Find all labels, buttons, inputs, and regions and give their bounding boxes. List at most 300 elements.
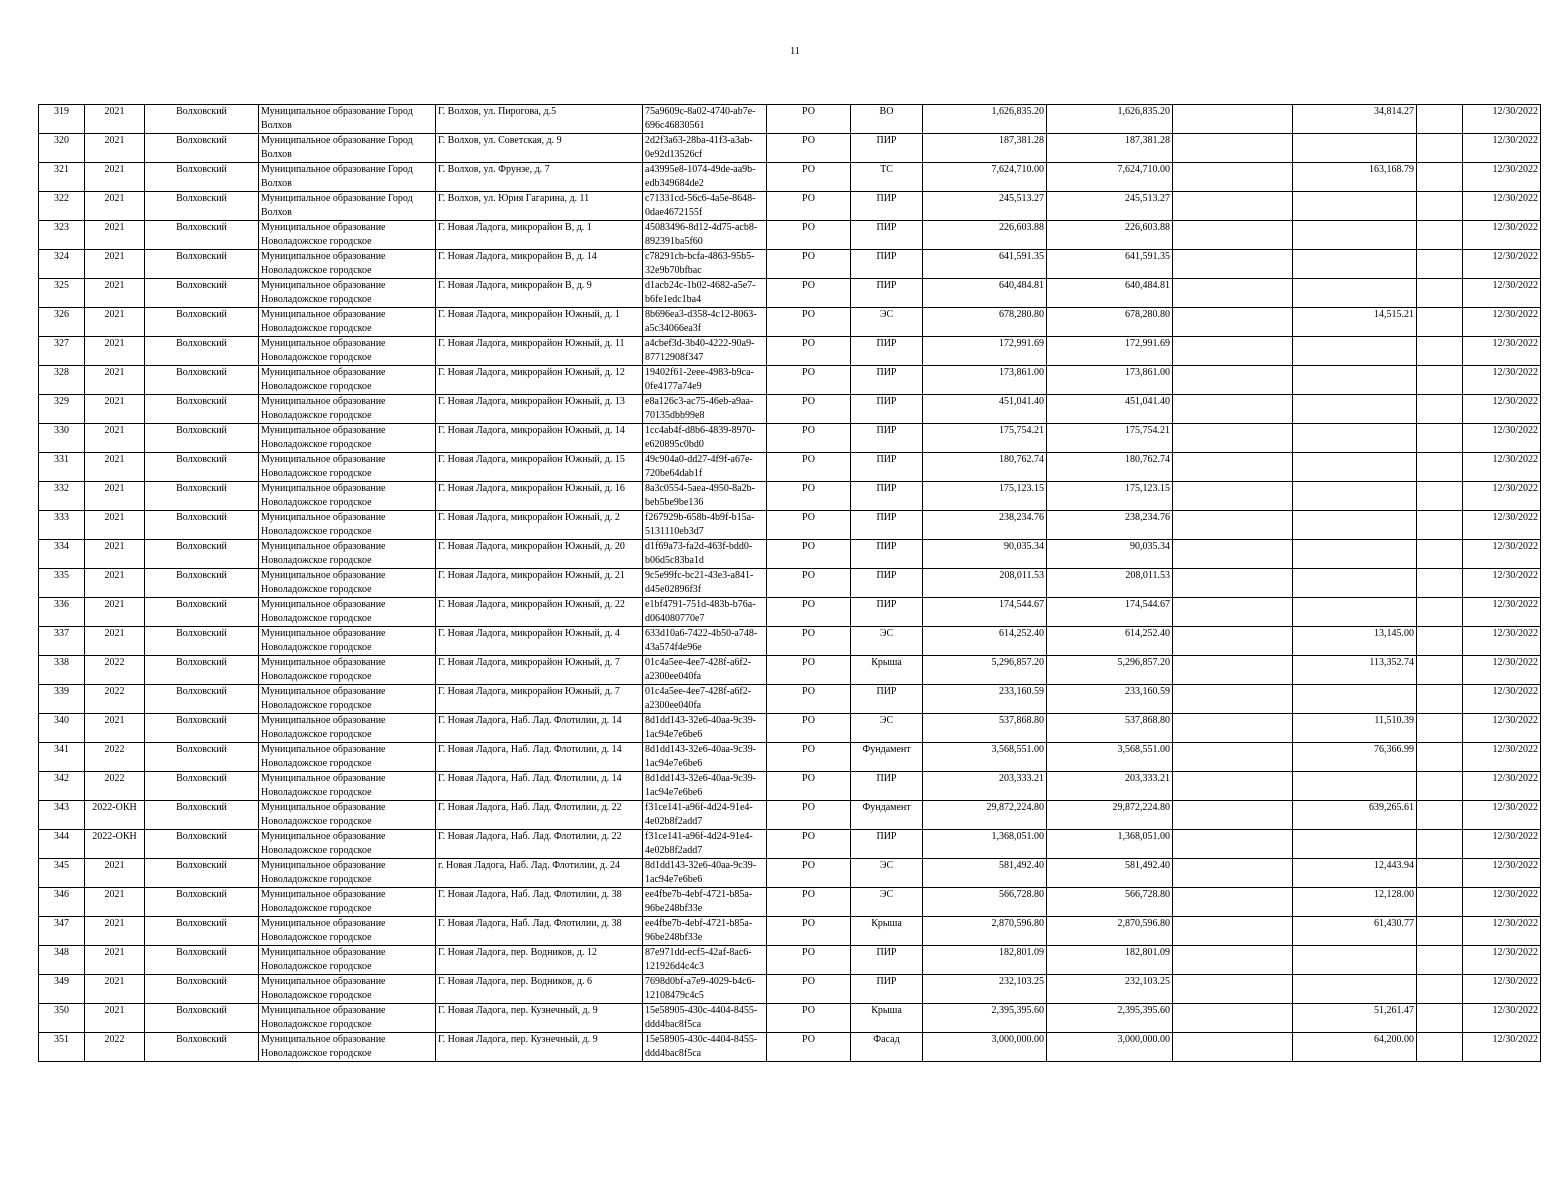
source-cell: РО <box>767 801 851 830</box>
row-number-cell: 320 <box>39 134 85 163</box>
address-cell: Г. Волхов, ул. Юрия Гагарина, д. 11 <box>436 192 643 221</box>
funded-cost-cell: 641,591.35 <box>1047 250 1173 279</box>
funded-cost-cell: 3,000,000.00 <box>1047 1033 1173 1062</box>
funded-cost-cell: 182,801.09 <box>1047 946 1173 975</box>
source-cell: РО <box>767 221 851 250</box>
source-cell: РО <box>767 134 851 163</box>
municipality-cell: Муниципальное образование Новоладожское городское <box>259 656 436 685</box>
additional-amount-cell <box>1293 192 1417 221</box>
district-cell: Волховский <box>145 830 259 859</box>
date-cell: 12/30/2022 <box>1463 134 1541 163</box>
empty-cell <box>1173 192 1293 221</box>
municipality-cell: Муниципальное образование Новоладожское городское <box>259 453 436 482</box>
house-guid-cell: 45083496-8d12-4d75-acb8-892391ba5f60 <box>643 221 767 250</box>
house-guid-cell: c71331cd-56c6-4a5e-8648-0dae4672155f <box>643 192 767 221</box>
municipality-cell: Муниципальное образование Новоладожское городское <box>259 482 436 511</box>
work-type-cell: ТС <box>851 163 923 192</box>
district-cell: Волховский <box>145 395 259 424</box>
table-row <box>39 308 1541 337</box>
municipality-cell: Муниципальное образование Новоладожское городское <box>259 540 436 569</box>
program-year-cell: 2021 <box>85 192 145 221</box>
work-type-cell: ПИР <box>851 482 923 511</box>
date-cell: 12/30/2022 <box>1463 308 1541 337</box>
empty-cell <box>1417 714 1463 743</box>
funded-cost-cell: 640,484.81 <box>1047 279 1173 308</box>
empty-cell <box>1417 627 1463 656</box>
date-cell: 12/30/2022 <box>1463 917 1541 946</box>
row-number-cell: 340 <box>39 714 85 743</box>
row-number-cell: 350 <box>39 1004 85 1033</box>
program-year-cell: 2022 <box>85 772 145 801</box>
date-cell: 12/30/2022 <box>1463 714 1541 743</box>
cost-cell: 451,041.40 <box>923 395 1047 424</box>
municipality-cell: Муниципальное образование Новоладожское городское <box>259 859 436 888</box>
additional-amount-cell <box>1293 250 1417 279</box>
empty-cell <box>1417 453 1463 482</box>
empty-cell <box>1417 250 1463 279</box>
row-number-cell: 337 <box>39 627 85 656</box>
additional-amount-cell <box>1293 279 1417 308</box>
source-cell: РО <box>767 366 851 395</box>
funded-cost-cell: 614,252.40 <box>1047 627 1173 656</box>
empty-cell <box>1173 1004 1293 1033</box>
row-number-cell: 319 <box>39 105 85 134</box>
empty-cell <box>1173 308 1293 337</box>
table-row <box>39 1004 1541 1033</box>
row-number-cell: 336 <box>39 598 85 627</box>
work-type-cell: ПИР <box>851 134 923 163</box>
work-type-cell: Фундамент <box>851 743 923 772</box>
date-cell: 12/30/2022 <box>1463 337 1541 366</box>
empty-cell <box>1417 482 1463 511</box>
municipality-cell: Муниципальное образование Новоладожское городское <box>259 801 436 830</box>
cost-cell: 1,626,835.20 <box>923 105 1047 134</box>
date-cell: 12/30/2022 <box>1463 743 1541 772</box>
funded-cost-cell: 566,728.80 <box>1047 888 1173 917</box>
row-number-cell: 335 <box>39 569 85 598</box>
table-row <box>39 598 1541 627</box>
funded-cost-cell: 678,280.80 <box>1047 308 1173 337</box>
source-cell: РО <box>767 656 851 685</box>
empty-cell <box>1417 1033 1463 1062</box>
program-year-cell: 2021 <box>85 540 145 569</box>
municipality-cell: Муниципальное образование Город Волхов <box>259 163 436 192</box>
address-cell: Г. Новая Ладога, Наб. Лад. Флотилии, д. 14 <box>436 743 643 772</box>
address-cell: Г. Новая Ладога, пер. Водников, д. 12 <box>436 946 643 975</box>
municipality-cell: Муниципальное образование Новоладожское городское <box>259 395 436 424</box>
cost-cell: 640,484.81 <box>923 279 1047 308</box>
district-cell: Волховский <box>145 366 259 395</box>
empty-cell <box>1173 511 1293 540</box>
address-cell: Г. Новая Ладога, Наб. Лад. Флотилии, д. 22 <box>436 801 643 830</box>
source-cell: РО <box>767 598 851 627</box>
source-cell: РО <box>767 337 851 366</box>
table-row <box>39 337 1541 366</box>
house-guid-cell: 75a9609c-8a02-4740-ab7e-696c46830561 <box>643 105 767 134</box>
house-guid-cell: 49c904a0-dd27-4f9f-a67e-720be64dab1f <box>643 453 767 482</box>
table-row <box>39 424 1541 453</box>
cost-cell: 2,395,395.60 <box>923 1004 1047 1033</box>
registry-table <box>38 104 1541 1062</box>
municipality-cell: Муниципальное образование Новоладожское городское <box>259 424 436 453</box>
cost-cell: 3,568,551.00 <box>923 743 1047 772</box>
funded-cost-cell: 29,872,224.80 <box>1047 801 1173 830</box>
program-year-cell: 2021 <box>85 250 145 279</box>
house-guid-cell: c78291cb-bcfa-4863-95b5-32e9b70bfbac <box>643 250 767 279</box>
empty-cell <box>1417 105 1463 134</box>
additional-amount-cell: 51,261.47 <box>1293 1004 1417 1033</box>
empty-cell <box>1417 656 1463 685</box>
additional-amount-cell <box>1293 221 1417 250</box>
cost-cell: 245,513.27 <box>923 192 1047 221</box>
program-year-cell: 2021 <box>85 308 145 337</box>
additional-amount-cell <box>1293 482 1417 511</box>
row-number-cell: 348 <box>39 946 85 975</box>
district-cell: Волховский <box>145 917 259 946</box>
source-cell: РО <box>767 946 851 975</box>
house-guid-cell: 7698d0bf-a7e9-4029-b4c6-12108479c4c5 <box>643 975 767 1004</box>
row-number-cell: 327 <box>39 337 85 366</box>
program-year-cell: 2021 <box>85 482 145 511</box>
empty-cell <box>1173 337 1293 366</box>
municipality-cell: Муниципальное образование Новоладожское городское <box>259 888 436 917</box>
house-guid-cell: 15e58905-430c-4404-8455-ddd4bac8f5ca <box>643 1033 767 1062</box>
work-type-cell: ПИР <box>851 772 923 801</box>
district-cell: Волховский <box>145 279 259 308</box>
program-year-cell: 2021 <box>85 163 145 192</box>
empty-cell <box>1417 772 1463 801</box>
cost-cell: 641,591.35 <box>923 250 1047 279</box>
row-number-cell: 346 <box>39 888 85 917</box>
program-year-cell: 2022 <box>85 743 145 772</box>
program-year-cell: 2021 <box>85 395 145 424</box>
empty-cell <box>1173 453 1293 482</box>
empty-cell <box>1173 627 1293 656</box>
district-cell: Волховский <box>145 975 259 1004</box>
funded-cost-cell: 233,160.59 <box>1047 685 1173 714</box>
program-year-cell: 2021 <box>85 366 145 395</box>
table-row <box>39 250 1541 279</box>
date-cell: 12/30/2022 <box>1463 569 1541 598</box>
empty-cell <box>1417 888 1463 917</box>
empty-cell <box>1173 714 1293 743</box>
empty-cell <box>1417 163 1463 192</box>
program-year-cell: 2021 <box>85 1004 145 1033</box>
house-guid-cell: a43995e8-1074-49de-aa9b-edb349684de2 <box>643 163 767 192</box>
registry-table-body <box>39 105 1541 1062</box>
district-cell: Волховский <box>145 946 259 975</box>
address-cell: Г. Новая Ладога, Наб. Лад. Флотилии, д. 14 <box>436 714 643 743</box>
date-cell: 12/30/2022 <box>1463 946 1541 975</box>
additional-amount-cell: 12,128.00 <box>1293 888 1417 917</box>
work-type-cell: ПИР <box>851 946 923 975</box>
table-row <box>39 656 1541 685</box>
table-row <box>39 714 1541 743</box>
empty-cell <box>1173 250 1293 279</box>
date-cell: 12/30/2022 <box>1463 540 1541 569</box>
work-type-cell: ПИР <box>851 685 923 714</box>
cost-cell: 233,160.59 <box>923 685 1047 714</box>
work-type-cell: Крыша <box>851 1004 923 1033</box>
program-year-cell: 2021 <box>85 569 145 598</box>
work-type-cell: ПИР <box>851 453 923 482</box>
empty-cell <box>1417 221 1463 250</box>
cost-cell: 208,011.53 <box>923 569 1047 598</box>
date-cell: 12/30/2022 <box>1463 105 1541 134</box>
row-number-cell: 341 <box>39 743 85 772</box>
date-cell: 12/30/2022 <box>1463 366 1541 395</box>
source-cell: РО <box>767 395 851 424</box>
date-cell: 12/30/2022 <box>1463 395 1541 424</box>
date-cell: 12/30/2022 <box>1463 859 1541 888</box>
municipality-cell: Муниципальное образование Новоладожское городское <box>259 279 436 308</box>
municipality-cell: Муниципальное образование Новоладожское городское <box>259 946 436 975</box>
funded-cost-cell: 1,368,051.00 <box>1047 830 1173 859</box>
house-guid-cell: 8d1dd143-32e6-40aa-9c39-1ac94e7e6be6 <box>643 743 767 772</box>
work-type-cell: Крыша <box>851 656 923 685</box>
cost-cell: 537,868.80 <box>923 714 1047 743</box>
source-cell: РО <box>767 569 851 598</box>
house-guid-cell: 19402f61-2eee-4983-b9ca-0fe4177a74e9 <box>643 366 767 395</box>
date-cell: 12/30/2022 <box>1463 685 1541 714</box>
funded-cost-cell: 180,762.74 <box>1047 453 1173 482</box>
cost-cell: 29,872,224.80 <box>923 801 1047 830</box>
cost-cell: 182,801.09 <box>923 946 1047 975</box>
additional-amount-cell <box>1293 830 1417 859</box>
additional-amount-cell: 163,168.79 <box>1293 163 1417 192</box>
empty-cell <box>1173 1033 1293 1062</box>
empty-cell <box>1417 598 1463 627</box>
house-guid-cell: f31ce141-a96f-4d24-91e4-4e02b8f2add7 <box>643 830 767 859</box>
funded-cost-cell: 232,103.25 <box>1047 975 1173 1004</box>
program-year-cell: 2021 <box>85 627 145 656</box>
source-cell: РО <box>767 772 851 801</box>
funded-cost-cell: 581,492.40 <box>1047 859 1173 888</box>
program-year-cell: 2021 <box>85 975 145 1004</box>
house-guid-cell: 8d1dd143-32e6-40aa-9c39-1ac94e7e6be6 <box>643 772 767 801</box>
additional-amount-cell: 76,366.99 <box>1293 743 1417 772</box>
address-cell: Г. Новая Ладога, микрорайон Южный, д. 12 <box>436 366 643 395</box>
additional-amount-cell <box>1293 453 1417 482</box>
funded-cost-cell: 175,754.21 <box>1047 424 1173 453</box>
table-row <box>39 946 1541 975</box>
date-cell: 12/30/2022 <box>1463 830 1541 859</box>
funded-cost-cell: 90,035.34 <box>1047 540 1173 569</box>
work-type-cell: ПИР <box>851 366 923 395</box>
address-cell: Г. Новая Ладога, микрорайон Южный, д. 1 <box>436 308 643 337</box>
work-type-cell: ПИР <box>851 395 923 424</box>
district-cell: Волховский <box>145 221 259 250</box>
additional-amount-cell: 11,510.39 <box>1293 714 1417 743</box>
additional-amount-cell: 12,443.94 <box>1293 859 1417 888</box>
funded-cost-cell: 238,234.76 <box>1047 511 1173 540</box>
municipality-cell: Муниципальное образование Новоладожское городское <box>259 337 436 366</box>
house-guid-cell: 87e971dd-ecf5-42af-8ac6-121926d4c4c3 <box>643 946 767 975</box>
program-year-cell: 2021 <box>85 134 145 163</box>
district-cell: Волховский <box>145 772 259 801</box>
work-type-cell: ЭС <box>851 308 923 337</box>
empty-cell <box>1417 395 1463 424</box>
empty-cell <box>1173 859 1293 888</box>
address-cell: Г. Новая Ладога, Наб. Лад. Флотилии, д. 22 <box>436 830 643 859</box>
district-cell: Волховский <box>145 424 259 453</box>
cost-cell: 7,624,710.00 <box>923 163 1047 192</box>
work-type-cell: ПИР <box>851 975 923 1004</box>
program-year-cell: 2021 <box>85 424 145 453</box>
page-number: 11 <box>790 46 800 57</box>
address-cell: Г. Волхов, ул. Советская, д. 9 <box>436 134 643 163</box>
funded-cost-cell: 203,333.21 <box>1047 772 1173 801</box>
empty-cell <box>1417 511 1463 540</box>
house-guid-cell: 01c4a5ee-4ee7-428f-a6f2-a2300ee040fa <box>643 656 767 685</box>
district-cell: Волховский <box>145 714 259 743</box>
empty-cell <box>1173 598 1293 627</box>
cost-cell: 187,381.28 <box>923 134 1047 163</box>
program-year-cell: 2021 <box>85 279 145 308</box>
house-guid-cell: ee4fbe7b-4ebf-4721-b85a-96be248bf33e <box>643 917 767 946</box>
row-number-cell: 330 <box>39 424 85 453</box>
cost-cell: 5,296,857.20 <box>923 656 1047 685</box>
funded-cost-cell: 537,868.80 <box>1047 714 1173 743</box>
municipality-cell: Муниципальное образование Новоладожское городское <box>259 511 436 540</box>
address-cell: Г. Волхов, ул. Фрунзе, д. 7 <box>436 163 643 192</box>
source-cell: РО <box>767 163 851 192</box>
row-number-cell: 325 <box>39 279 85 308</box>
date-cell: 12/30/2022 <box>1463 627 1541 656</box>
row-number-cell: 333 <box>39 511 85 540</box>
address-cell: Г. Новая Ладога, микрорайон Южный, д. 14 <box>436 424 643 453</box>
address-cell: Г. Новая Ладога, Наб. Лад. Флотилии, д. 14 <box>436 772 643 801</box>
program-year-cell: 2021 <box>85 598 145 627</box>
source-cell: РО <box>767 917 851 946</box>
source-cell: РО <box>767 859 851 888</box>
work-type-cell: ЭС <box>851 714 923 743</box>
date-cell: 12/30/2022 <box>1463 772 1541 801</box>
program-year-cell: 2022 <box>85 1033 145 1062</box>
empty-cell <box>1173 134 1293 163</box>
funded-cost-cell: 174,544.67 <box>1047 598 1173 627</box>
district-cell: Волховский <box>145 250 259 279</box>
table-row <box>39 366 1541 395</box>
work-type-cell: ПИР <box>851 250 923 279</box>
source-cell: РО <box>767 308 851 337</box>
district-cell: Волховский <box>145 743 259 772</box>
cost-cell: 172,991.69 <box>923 337 1047 366</box>
table-row <box>39 917 1541 946</box>
empty-cell <box>1173 917 1293 946</box>
address-cell: Г. Новая Ладога, пер. Кузнечный, д. 9 <box>436 1033 643 1062</box>
date-cell: 12/30/2022 <box>1463 975 1541 1004</box>
date-cell: 12/30/2022 <box>1463 656 1541 685</box>
work-type-cell: ВО <box>851 105 923 134</box>
cost-cell: 90,035.34 <box>923 540 1047 569</box>
program-year-cell: 2022-ОКН <box>85 830 145 859</box>
house-guid-cell: 8d1dd143-32e6-40aa-9c39-1ac94e7e6be6 <box>643 714 767 743</box>
row-number-cell: 324 <box>39 250 85 279</box>
empty-cell <box>1173 540 1293 569</box>
row-number-cell: 334 <box>39 540 85 569</box>
date-cell: 12/30/2022 <box>1463 424 1541 453</box>
work-type-cell: ПИР <box>851 598 923 627</box>
house-guid-cell: ee4fbe7b-4ebf-4721-b85a-96be248bf33e <box>643 888 767 917</box>
empty-cell <box>1417 366 1463 395</box>
address-cell: Г. Новая Ладога, микрорайон Южный, д. 22 <box>436 598 643 627</box>
district-cell: Волховский <box>145 482 259 511</box>
empty-cell <box>1173 424 1293 453</box>
district-cell: Волховский <box>145 685 259 714</box>
additional-amount-cell <box>1293 366 1417 395</box>
address-cell: Г. Новая Ладога, микрорайон Южный, д. 7 <box>436 685 643 714</box>
date-cell: 12/30/2022 <box>1463 163 1541 192</box>
municipality-cell: Муниципальное образование Новоладожское городское <box>259 627 436 656</box>
work-type-cell: ПИР <box>851 424 923 453</box>
table-row <box>39 888 1541 917</box>
additional-amount-cell: 61,430.77 <box>1293 917 1417 946</box>
table-row <box>39 743 1541 772</box>
district-cell: Волховский <box>145 192 259 221</box>
district-cell: Волховский <box>145 540 259 569</box>
district-cell: Волховский <box>145 1033 259 1062</box>
work-type-cell: ПИР <box>851 279 923 308</box>
empty-cell <box>1417 975 1463 1004</box>
funded-cost-cell: 187,381.28 <box>1047 134 1173 163</box>
funded-cost-cell: 451,041.40 <box>1047 395 1173 424</box>
funded-cost-cell: 208,011.53 <box>1047 569 1173 598</box>
source-cell: РО <box>767 627 851 656</box>
municipality-cell: Муниципальное образование Новоладожское городское <box>259 685 436 714</box>
date-cell: 12/30/2022 <box>1463 511 1541 540</box>
source-cell: РО <box>767 1033 851 1062</box>
house-guid-cell: 2d2f3a63-28ba-41f3-a3ab-0e92d13526cf <box>643 134 767 163</box>
house-guid-cell: e1bf4791-751d-483b-b76a-d064080770e7 <box>643 598 767 627</box>
house-guid-cell: 633d10a6-7422-4b50-a748-43a574f4e96e <box>643 627 767 656</box>
address-cell: Г. Новая Ладога, микрорайон Южный, д. 15 <box>436 453 643 482</box>
address-cell: Г. Новая Ладога, микрорайон В, д. 1 <box>436 221 643 250</box>
cost-cell: 175,123.15 <box>923 482 1047 511</box>
district-cell: Волховский <box>145 511 259 540</box>
additional-amount-cell: 639,265.61 <box>1293 801 1417 830</box>
district-cell: Волховский <box>145 1004 259 1033</box>
date-cell: 12/30/2022 <box>1463 801 1541 830</box>
additional-amount-cell: 13,145.00 <box>1293 627 1417 656</box>
work-type-cell: Фасад <box>851 1033 923 1062</box>
empty-cell <box>1173 801 1293 830</box>
row-number-cell: 339 <box>39 685 85 714</box>
cost-cell: 173,861.00 <box>923 366 1047 395</box>
funded-cost-cell: 7,624,710.00 <box>1047 163 1173 192</box>
empty-cell <box>1417 946 1463 975</box>
additional-amount-cell: 64,200.00 <box>1293 1033 1417 1062</box>
additional-amount-cell <box>1293 685 1417 714</box>
empty-cell <box>1417 569 1463 598</box>
empty-cell <box>1417 308 1463 337</box>
row-number-cell: 331 <box>39 453 85 482</box>
empty-cell <box>1417 192 1463 221</box>
address-cell: Г. Новая Ладога, микрорайон Южный, д. 16 <box>436 482 643 511</box>
program-year-cell: 2021 <box>85 714 145 743</box>
additional-amount-cell <box>1293 511 1417 540</box>
municipality-cell: Муниципальное образование Новоладожское городское <box>259 1033 436 1062</box>
empty-cell <box>1417 279 1463 308</box>
funded-cost-cell: 2,395,395.60 <box>1047 1004 1173 1033</box>
municipality-cell: Муниципальное образование Новоладожское городское <box>259 830 436 859</box>
house-guid-cell: 01c4a5ee-4ee7-428f-a6f2-a2300ee040fa <box>643 685 767 714</box>
municipality-cell: Муниципальное образование Новоладожское городское <box>259 366 436 395</box>
row-number-cell: 332 <box>39 482 85 511</box>
funded-cost-cell: 245,513.27 <box>1047 192 1173 221</box>
additional-amount-cell <box>1293 975 1417 1004</box>
additional-amount-cell <box>1293 134 1417 163</box>
